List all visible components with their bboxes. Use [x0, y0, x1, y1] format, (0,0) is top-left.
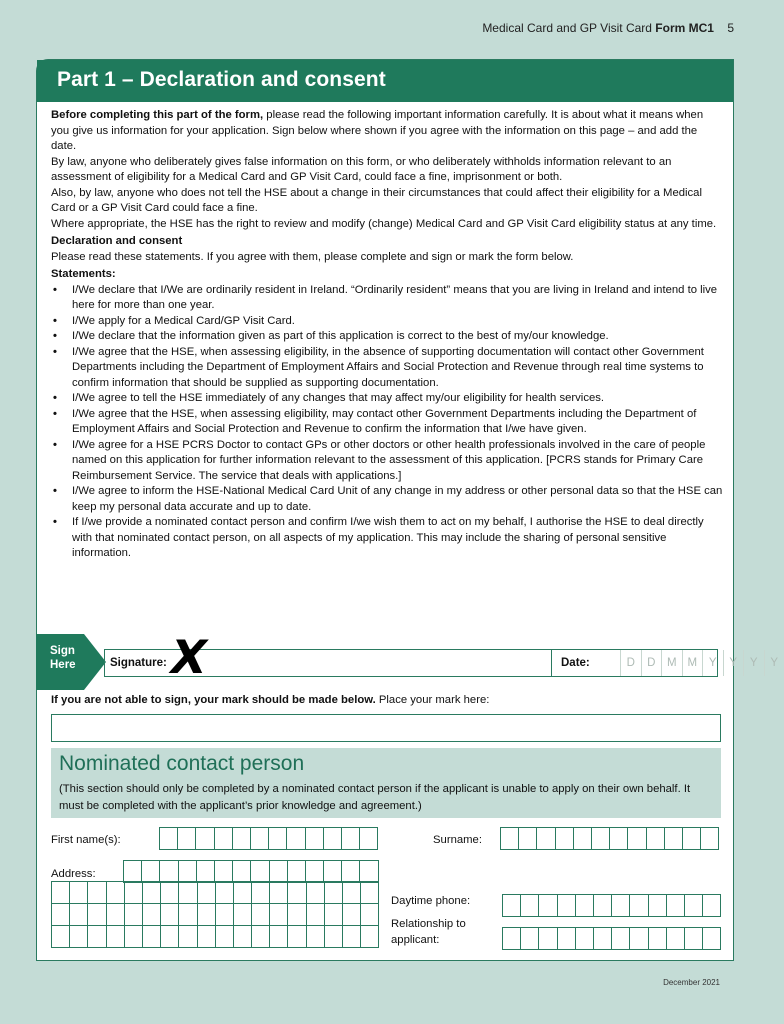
statements-list: [51, 283, 723, 562]
char-box[interactable]: [216, 904, 234, 926]
statement-item: • I/We declare that I/We are ordinarily resident in Ireland. “Ordinarily resident” means that you are living in Ireland and intend to live here for more than one year.: [72, 283, 723, 314]
statement-item: • I/We agree to inform the HSE-National Medical Card Unit of any change in my address or other personal data so that the HSE can keep my personal data accurate and up to date.: [72, 484, 723, 515]
statement-item: • I/We declare that the information given as part of this application is correct to the best of my/our knowledge.: [72, 329, 723, 345]
char-box[interactable]: [143, 882, 161, 904]
char-box[interactable]: [307, 904, 325, 926]
char-box[interactable]: [179, 882, 197, 904]
char-box[interactable]: [683, 828, 701, 850]
date-cell-year[interactable]: Y: [743, 650, 764, 676]
char-box[interactable]: [685, 928, 703, 950]
char-box[interactable]: [216, 882, 234, 904]
date-cell-year[interactable]: Y: [702, 650, 723, 676]
first-name-label: First name(s):: [51, 834, 121, 846]
page-number: 5: [727, 21, 734, 35]
declaration-text: Please read these statements. If you agree with them, please complete and sign or mark the form below.: [51, 250, 574, 263]
date-input[interactable]: [620, 650, 784, 676]
char-box[interactable]: [107, 926, 125, 948]
char-box[interactable]: [325, 882, 343, 904]
address-input-line1[interactable]: [123, 860, 379, 883]
char-box[interactable]: [576, 895, 594, 917]
part1-title: Part 1 – Declaration and consent: [37, 60, 733, 102]
char-box[interactable]: [594, 895, 612, 917]
char-box[interactable]: [270, 882, 288, 904]
intro-paragraph: [51, 108, 723, 155]
char-box[interactable]: [234, 926, 252, 948]
here-word: Here: [50, 659, 76, 671]
char-box[interactable]: [307, 882, 325, 904]
char-box[interactable]: [325, 926, 343, 948]
char-box[interactable]: [198, 882, 216, 904]
statements-heading: Statements:: [51, 268, 116, 280]
char-box[interactable]: [287, 828, 305, 850]
char-box[interactable]: [703, 928, 721, 950]
char-box[interactable]: [160, 861, 178, 883]
relationship-label: [391, 916, 466, 948]
char-box[interactable]: [160, 828, 178, 850]
char-box[interactable]: [361, 882, 379, 904]
char-box[interactable]: [539, 895, 557, 917]
char-box[interactable]: [703, 895, 721, 917]
mark-instruction-bold: If you are not able to sign, your mark should be made below.: [51, 694, 376, 706]
char-box[interactable]: [288, 904, 306, 926]
char-box[interactable]: [251, 828, 269, 850]
char-box[interactable]: [88, 904, 106, 926]
char-box[interactable]: [52, 882, 70, 904]
char-box[interactable]: [592, 828, 610, 850]
signature-x-mark[interactable]: X: [165, 630, 213, 684]
review-paragraph: Where appropriate, the HSE has the right to review and modify (change) Medical Card and GP Visit Card eligibility status at any time.: [51, 217, 717, 230]
char-box[interactable]: [649, 928, 667, 950]
char-box[interactable]: [556, 828, 574, 850]
intro-rest: please read the following important information carefully. It is about what it means when you give us information for your application. Sign below where shown if you agree with the information on this page – and add the date.: [51, 109, 704, 152]
char-box[interactable]: [342, 828, 360, 850]
char-box[interactable]: [558, 895, 576, 917]
relationship-label-line1: Relationship to: [391, 918, 466, 930]
char-box[interactable]: [252, 926, 270, 948]
char-box[interactable]: [503, 895, 521, 917]
char-box[interactable]: [519, 828, 537, 850]
char-box[interactable]: [52, 904, 70, 926]
char-box[interactable]: [612, 928, 630, 950]
char-box[interactable]: [234, 904, 252, 926]
char-box[interactable]: [125, 882, 143, 904]
char-box[interactable]: [70, 904, 88, 926]
char-box[interactable]: [161, 882, 179, 904]
form-card: [36, 59, 779, 961]
char-box[interactable]: [70, 882, 88, 904]
char-box[interactable]: [649, 895, 667, 917]
char-box[interactable]: [288, 882, 306, 904]
char-box[interactable]: [161, 926, 179, 948]
char-box[interactable]: [161, 904, 179, 926]
char-box[interactable]: [216, 926, 234, 948]
char-box[interactable]: [360, 828, 378, 850]
char-box[interactable]: [667, 895, 685, 917]
char-box[interactable]: [252, 882, 270, 904]
mark-instruction-rest: Place your mark here:: [375, 694, 490, 706]
char-box[interactable]: [647, 828, 665, 850]
char-box[interactable]: [270, 904, 288, 926]
date-cell-day[interactable]: D: [641, 650, 662, 676]
nominated-description: (This section should only be completed by a nominated contact person if the applicant is unable to apply on their own behalf. It must be completed with the applicant’s prior knowledge and agreement.): [59, 783, 691, 812]
char-box[interactable]: [179, 861, 197, 883]
char-box[interactable]: [521, 928, 539, 950]
char-box[interactable]: [288, 926, 306, 948]
char-box[interactable]: [233, 861, 251, 883]
char-box[interactable]: [179, 904, 197, 926]
address-input-lines[interactable]: [51, 881, 379, 948]
char-box[interactable]: [107, 882, 125, 904]
statement-item: • If I/we provide a nominated contact person and confirm I/we wish them to act on my behalf, I authorise the HSE to deal directly with that nominated contact person, on all aspects of my application. This may include the sharing of personal sensitive information.: [72, 515, 723, 562]
char-box[interactable]: [360, 861, 378, 883]
char-box[interactable]: [233, 828, 251, 850]
char-box[interactable]: [143, 926, 161, 948]
char-box[interactable]: [324, 861, 342, 883]
char-box[interactable]: [576, 928, 594, 950]
date-cell-day[interactable]: D: [620, 650, 641, 676]
char-box[interactable]: [196, 828, 214, 850]
char-box[interactable]: [252, 904, 270, 926]
nominated-contact-section: [51, 748, 721, 818]
char-box[interactable]: [537, 828, 555, 850]
surname-input[interactable]: [500, 827, 719, 850]
relationship-input[interactable]: [502, 927, 721, 950]
statement-item: • I/We agree to tell the HSE immediately of any changes that may affect my/our eligibility for health services.: [72, 391, 723, 407]
char-box[interactable]: [178, 828, 196, 850]
char-box[interactable]: [630, 928, 648, 950]
char-box[interactable]: [270, 861, 288, 883]
char-box[interactable]: [88, 882, 106, 904]
sign-word: Sign: [50, 645, 75, 657]
char-box[interactable]: [361, 926, 379, 948]
char-box[interactable]: [107, 904, 125, 926]
sign-here-tab: [36, 634, 108, 676]
nominated-title: Nominated contact person: [59, 752, 305, 775]
statement-item: • I/We apply for a Medical Card/GP Visit Card.: [72, 314, 723, 330]
address-label: Address:: [51, 868, 96, 880]
sign-here-label: [50, 644, 76, 672]
char-box[interactable]: [665, 828, 683, 850]
char-box[interactable]: [198, 904, 216, 926]
header-form-code: Form MC1: [655, 21, 714, 35]
char-box[interactable]: [628, 828, 646, 850]
char-box[interactable]: [594, 928, 612, 950]
footer-date: December 2021: [663, 978, 720, 987]
mark-input[interactable]: [51, 714, 721, 742]
char-box[interactable]: [288, 861, 306, 883]
char-box[interactable]: [306, 861, 324, 883]
char-box[interactable]: [125, 904, 143, 926]
char-box[interactable]: [612, 895, 630, 917]
char-box[interactable]: [701, 828, 719, 850]
mark-instruction: [51, 694, 489, 706]
intro-bold: Before completing this part of the form,: [51, 109, 264, 121]
char-box[interactable]: [503, 928, 521, 950]
date-label: Date:: [561, 657, 590, 669]
date-cell-month[interactable]: M: [661, 650, 682, 676]
char-box[interactable]: [88, 926, 106, 948]
char-box[interactable]: [630, 895, 648, 917]
char-box[interactable]: [52, 926, 70, 948]
char-box[interactable]: [143, 904, 161, 926]
date-divider: [551, 650, 552, 676]
statement-item: • I/We agree that the HSE, when assessing eligibility, may contact other Government Departments including the Department of Employment Affairs and Social Protection and Revenue to confirm the information that I/we have given.: [72, 407, 723, 438]
char-box[interactable]: [270, 926, 288, 948]
char-box[interactable]: [124, 861, 142, 883]
char-box[interactable]: [234, 882, 252, 904]
char-box[interactable]: [521, 895, 539, 917]
char-box[interactable]: [215, 828, 233, 850]
declaration-heading: Declaration and consent: [51, 235, 183, 247]
char-box[interactable]: [179, 926, 197, 948]
declaration-body: [51, 108, 723, 562]
date-cell-year[interactable]: Y: [723, 650, 744, 676]
char-box[interactable]: [306, 828, 324, 850]
char-box[interactable]: [307, 926, 325, 948]
relationship-label-line2: applicant:: [391, 934, 440, 946]
char-box[interactable]: [610, 828, 628, 850]
daytime-phone-label: Daytime phone:: [391, 895, 471, 907]
char-box[interactable]: [343, 882, 361, 904]
char-box[interactable]: [558, 928, 576, 950]
first-name-input[interactable]: [159, 827, 378, 850]
signature-label: Signature:: [110, 657, 167, 669]
false-info-paragraph: By law, anyone who deliberately gives false information on this form, or who deliberately withholds information relevant to an assessment of eligibility for a Medical Card and GP Visit Card, could face a fine, imprisonment or both.: [51, 155, 672, 183]
header-title: Medical Card and GP Visit Card: [482, 21, 652, 35]
daytime-phone-input[interactable]: [502, 894, 721, 917]
char-box[interactable]: [361, 904, 379, 926]
char-box[interactable]: [198, 926, 216, 948]
char-box[interactable]: [325, 904, 343, 926]
char-box[interactable]: [125, 926, 143, 948]
char-box[interactable]: [501, 828, 519, 850]
char-box[interactable]: [343, 926, 361, 948]
page-header: [482, 21, 734, 35]
statement-item: • I/We agree for a HSE PCRS Doctor to contact GPs or other doctors or other health professionals involved in the care of people named on this application for further information relevant to the assessment of this application. [PCRS stands for Primary Care Reimbursement Service. The service that deals with applications.]: [72, 438, 723, 485]
date-cell-month[interactable]: M: [682, 650, 703, 676]
char-box[interactable]: [667, 928, 685, 950]
char-box[interactable]: [685, 895, 703, 917]
date-cell-year[interactable]: Y: [764, 650, 784, 676]
char-box[interactable]: [574, 828, 592, 850]
change-circumstances-paragraph: Also, by law, anyone who does not tell the HSE about a change in their circumstances that could affect their eligibility for a Medical Card or a GP Visit Card could face a fine.: [51, 186, 702, 214]
char-box[interactable]: [539, 928, 557, 950]
char-box[interactable]: [251, 861, 269, 883]
char-box[interactable]: [70, 926, 88, 948]
char-box[interactable]: [197, 861, 215, 883]
char-box[interactable]: [342, 861, 360, 883]
char-box[interactable]: [324, 828, 342, 850]
surname-label: Surname:: [433, 834, 482, 846]
statement-item: • I/We agree that the HSE, when assessing eligibility, in the absence of supporting documentation will contact other Government Departments including the Department of Employment Affairs and Social Protection and Revenue through real time systems to confirm information that should be supplied as supporting documentation.: [72, 345, 723, 392]
char-box[interactable]: [343, 904, 361, 926]
char-box[interactable]: [269, 828, 287, 850]
char-box[interactable]: [142, 861, 160, 883]
char-box[interactable]: [215, 861, 233, 883]
